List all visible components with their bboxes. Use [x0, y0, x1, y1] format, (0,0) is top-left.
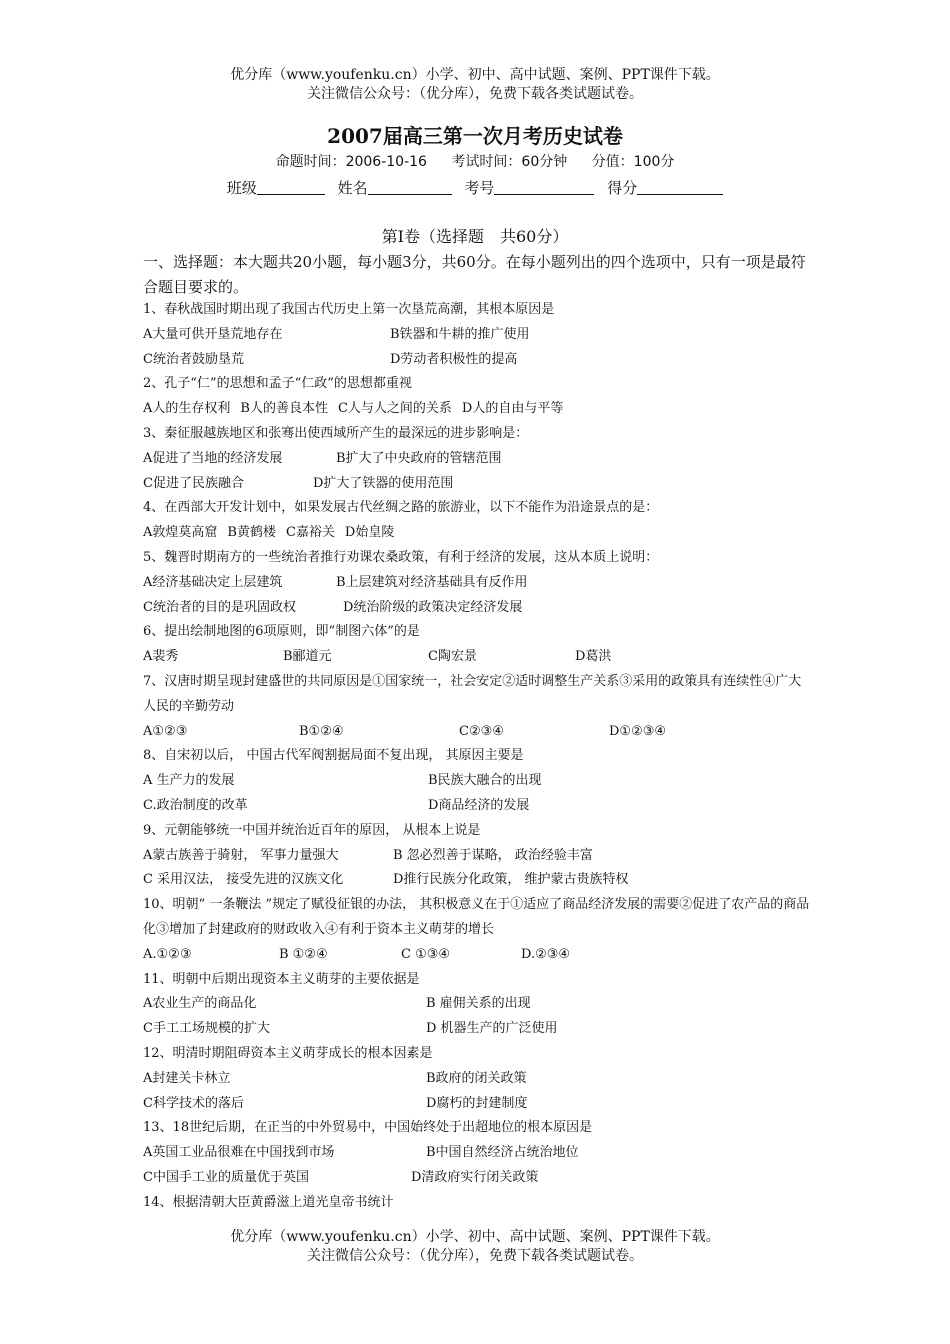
option-d: D.②③④: [521, 946, 571, 962]
question-9: [143, 819, 813, 893]
question-4: [143, 496, 813, 546]
name-field: [338, 178, 452, 198]
footer-banner: [0, 1228, 950, 1266]
option-b: B郦道元: [283, 649, 332, 665]
option-a: A促进了当地的经济发展: [143, 450, 283, 466]
question-2: [143, 372, 813, 422]
question-stem: 8、自宋初以后， 中国古代军阀割据局面不复出现， 其原因主要是: [143, 748, 524, 764]
score-label: 得分: [607, 179, 638, 197]
question-stem: 5、魏晋时期南方的一些统治者推行劝课农桑政策，有利于经济的发展，这从本质上说明：: [143, 549, 659, 565]
option-d: D商品经济的发展: [428, 797, 530, 813]
option-c: C促进了民族融合: [143, 475, 244, 491]
option-d: D人的自由与平等: [461, 401, 564, 417]
banner-line-1: 优分库（www.youfenku.cn）小学、初中、高中试题、案例、PPT课件下载。: [230, 1229, 720, 1245]
id-field: [464, 178, 594, 198]
section-title: 第Ⅰ卷（选择题 共60分）: [381, 227, 569, 246]
option-a: A农业生产的商品化: [143, 996, 257, 1012]
option-a: A经济基础决定上层建筑: [143, 574, 283, 590]
option-b: B政府的闭关政策: [426, 1070, 527, 1086]
name-blank[interactable]: [368, 180, 452, 195]
name-label: 姓名: [337, 179, 368, 197]
class-label: 班级: [226, 179, 257, 197]
question-stem: 2、孔子“仁”的思想和孟子“仁政”的思想都重视: [143, 376, 412, 392]
option-c: C统治者鼓励垦荒: [143, 351, 244, 367]
section-intro: 一、选择题：本大题共20小题，每小题3分，共60分。在每小题列出的四个选项中，只有一项是最符合题目要求的。: [143, 253, 806, 296]
option-c: C中国手工业的质量优于英国: [143, 1169, 309, 1185]
option-c: C ①③④: [401, 946, 451, 962]
option-a: A蒙古族善于骑射， 军事力量强大: [143, 847, 339, 863]
option-b: B 忽必烈善于谋略， 政治经验丰富: [393, 847, 593, 863]
question-14: [143, 1191, 813, 1216]
option-b: B中国自然经济占统治地位: [426, 1145, 579, 1161]
option-b: B上层建筑对经济基础具有反作用: [336, 574, 528, 590]
question-stem: 10、明朝“ 一条鞭法 ”规定了赋役征银的办法， 其积极意义在于①适应了商品经济发展的需要②促进了农产品的商品化③增加了封建政府的财政收入④有利于资本主义萌芽的增长: [143, 897, 810, 937]
exam-meta: [0, 152, 950, 172]
question-3: [143, 422, 813, 496]
option-c: C 采用汉法， 接受先进的汉族文化: [143, 872, 344, 888]
option-c: C②③④: [459, 723, 504, 739]
banner-line-2: 关注微信公众号：（优分库），免费下载各类试题试卷。: [307, 1248, 643, 1264]
question-11: [143, 968, 813, 1042]
banner-line-1: 优分库（www.youfenku.cn）小学、初中、高中试题、案例、PPT课件下载。: [230, 67, 720, 83]
question-1: [143, 298, 813, 372]
option-d: D始皇陵: [344, 525, 395, 541]
score-field: [607, 178, 723, 198]
option-a: A①②③: [143, 723, 188, 739]
score-blank[interactable]: [637, 180, 723, 195]
option-d: D劳动者积极性的提高: [390, 351, 518, 367]
option-c: C陶宏景: [428, 649, 477, 665]
question-7: [143, 670, 813, 744]
option-b: B扩大了中央政府的管辖范围: [336, 450, 502, 466]
class-field: [227, 178, 325, 198]
question-10: [143, 893, 813, 967]
question-6: [143, 620, 813, 670]
question-stem: 7、汉唐时期呈现封建盛世的共同原因是①国家统一，社会安定②适时调整生产关系③采用的政策具有连续性④广大人民的辛勤劳动: [143, 673, 802, 714]
exam-score: 分值：100分: [591, 154, 675, 170]
option-d: D统治阶级的政策决定经济发展: [343, 599, 523, 615]
option-a: A英国工业品很难在中国找到市场: [143, 1145, 335, 1161]
question-stem: 6、提出绘制地图的6项原则，即“制图六体”的是: [143, 624, 420, 640]
option-d: D清政府实行闭关政策: [411, 1169, 539, 1185]
question-stem: 14、根据清朝大臣黄爵滋上道光皇帝书统计: [143, 1194, 394, 1210]
option-d: D①②③④: [609, 723, 667, 739]
question-13: [143, 1116, 813, 1190]
question-5: [143, 546, 813, 620]
option-a: A封建关卡林立: [143, 1070, 231, 1086]
option-d: D 机器生产的广泛使用: [426, 1021, 558, 1037]
option-a: A人的生存权利: [143, 401, 231, 417]
question-stem: 4、在西部大开发计划中，如果发展古代丝绸之路的旅游业，以下不能作为沿途景点的是：: [143, 500, 659, 516]
option-b: B黄鹤楼: [227, 525, 276, 541]
option-d: D葛洪: [575, 649, 612, 665]
question-stem: 12、明清时期阻碍资本主义萌芽成长的根本因素是: [143, 1045, 433, 1061]
id-label: 考号: [464, 179, 495, 197]
option-a: A大量可供开垦荒地存在: [143, 326, 283, 342]
class-blank[interactable]: [257, 180, 325, 195]
option-b: B民族大融合的出现: [428, 773, 542, 789]
question-stem: 11、明朝中后期出现资本主义萌芽的主要依据是: [143, 971, 420, 987]
option-a: A裴秀: [143, 649, 179, 665]
option-b: B ①②④: [279, 946, 328, 962]
option-c: C人与人之间的关系: [337, 401, 452, 417]
option-b: B人的善良本性: [240, 401, 328, 417]
question-12: [143, 1042, 813, 1116]
option-c: C科学技术的落后: [143, 1095, 244, 1111]
question-8: [143, 744, 813, 818]
exam-title: 2007届高三第一次月考历史试卷: [327, 124, 623, 148]
option-c: C.政治制度的改革: [143, 797, 248, 813]
option-c: C统治者的目的是巩固政权: [143, 599, 296, 615]
option-b: B铁器和牛耕的推广使用: [390, 326, 530, 342]
question-stem: 9、元朝能够统一中国并统治近百年的原因， 从根本上说是: [143, 822, 481, 838]
option-d: D扩大了铁器的使用范围: [313, 475, 454, 491]
option-a: A.①②③: [143, 946, 192, 962]
option-b: B①②④: [299, 723, 344, 739]
banner-line-2: 关注微信公众号：（优分库），免费下载各类试题试卷。: [307, 86, 643, 102]
exam-duration: 考试时间：60分钟: [451, 154, 568, 170]
option-c: C嘉裕关: [285, 525, 335, 541]
id-blank[interactable]: [494, 180, 594, 195]
option-a: A 生产力的发展: [143, 773, 235, 789]
option-d: D推行民族分化政策， 维护蒙古贵族特权: [393, 872, 629, 888]
option-c: C手工工场规模的扩大: [143, 1021, 270, 1037]
option-d: D腐朽的封建制度: [426, 1095, 528, 1111]
student-fields: [0, 178, 950, 198]
question-stem: 1、春秋战国时期出现了我国古代历史上第一次垦荒高潮，其根本原因是: [143, 302, 555, 317]
question-list: [143, 298, 813, 1215]
option-a: A敦煌莫高窟: [143, 525, 218, 541]
exam-date: 命题时间：2006-10-16: [275, 154, 427, 170]
header-banner: [0, 66, 950, 104]
question-stem: 3、秦征服越族地区和张骞出使西域所产生的最深远的进步影响是：: [143, 425, 529, 441]
option-b: B 雇佣关系的出现: [426, 996, 531, 1012]
question-stem: 13、18世纪后期，在正当的中外贸易中，中国始终处于出超地位的根本原因是: [143, 1120, 593, 1136]
